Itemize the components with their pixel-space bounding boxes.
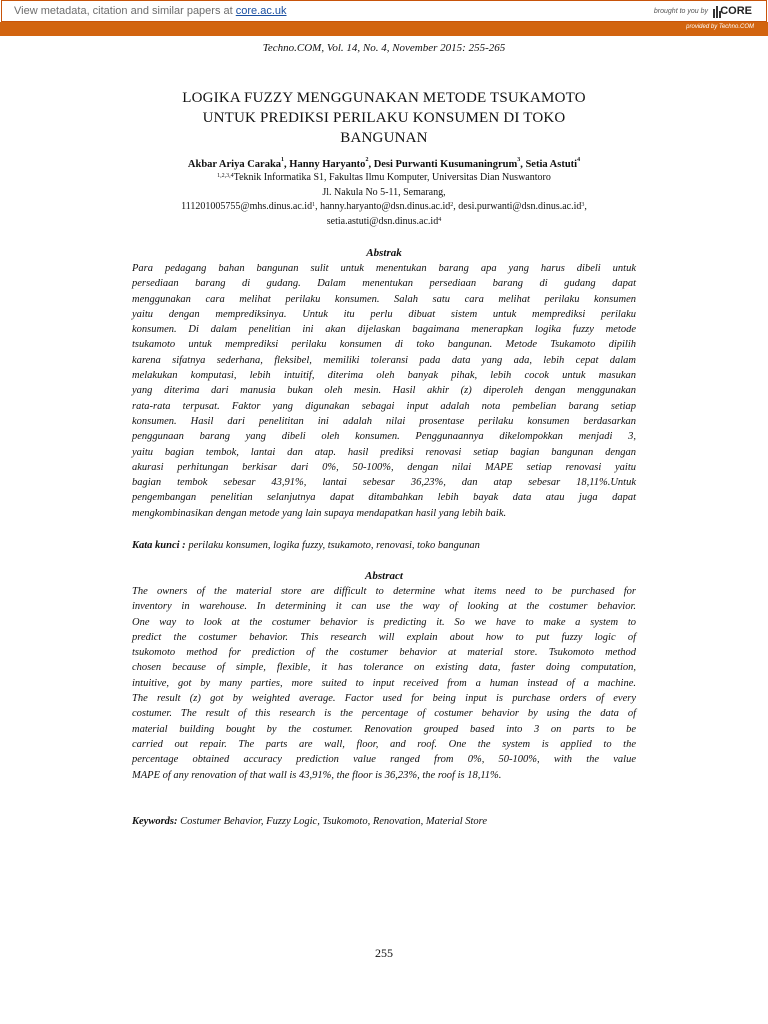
text-line: Para pedagang bahan bangunan sulit untuk menentukan barang apa yang harus dibeli untuk (132, 263, 636, 274)
text-line: karena sifatnya sederhana, fleksibel, memiliki toleransi pada data yang ada, lebih cepat dalam (132, 354, 636, 366)
abstrak-body (132, 261, 636, 521)
email-sup: 2 (450, 202, 454, 208)
text-line: percentage obtained accuracy prediction value ranged from 0%, 50-100%, with the value (132, 754, 636, 766)
text-line: yang diterima dari manusia bukan oleh mesin. Hasil akhir (z) diperoleh dengan menggunakan (132, 385, 636, 397)
author-sup: 3 (517, 157, 521, 163)
title-line: LOGIKA FUZZY MENGGUNAKAN METODE TSUKAMOTO (182, 90, 586, 106)
core-banner (1, 0, 767, 22)
text-line: MAPE of any renovation of that wall is 43,91%, the floor is 36,23%, the roof is 18,11%. (132, 769, 502, 781)
title-line: UNTUK PREDIKSI PERILAKU KONSUMEN DI TOKO (202, 110, 566, 126)
author-name: Hanny Haryanto (289, 159, 366, 170)
abstract-body (132, 584, 636, 783)
core-metadata-text (14, 5, 287, 17)
kata-kunci-value: perilaku konsumen, logika fuzzy, tsukamoto, renovasi, toko bangunan (185, 540, 480, 551)
author-name: Desi Purwanti Kusumaningrum (373, 159, 518, 170)
author-sup: 1 (281, 157, 285, 163)
core-provided-bar (0, 22, 768, 36)
affiliation-line: Teknik Informatika S1, Fakultas Ilmu Komputer, Universitas Dian Nuswantoro (233, 172, 551, 183)
author-name: Setia Astuti (525, 159, 578, 170)
email-list: $111201005755@mhs.dinus.ac.id^1$, $hanny.haryanto@dsn.dinus.ac.id^2$, $desi.purwanti@dsn.dinus.ac.id^3$, (181, 201, 587, 212)
text-line: predict the costumer behavior. This research will explain about how to put fuzzy logic of (132, 631, 636, 643)
kata-kunci (132, 540, 636, 551)
paper-title (132, 88, 636, 148)
text-line: bagian tembok sebesar 43,91%, lantai sebesar 36,23%, dan atap sebesar 18,11%.Untuk (132, 477, 636, 489)
affiliation-sup: 1,2,3,4 (217, 173, 234, 179)
title-line: BANGUNAN (340, 130, 428, 146)
text-line: The owners of the material store are difficult to determine what items need to be purchased for (132, 586, 636, 597)
keywords (132, 816, 636, 827)
email-sup: 4 (438, 216, 442, 223)
author-name: Akbar Ariya Caraka (187, 159, 282, 170)
text-line: konsumen. Hasil dari penelititan ini adalah nilai prosentase perilaku konsumen berdasarkan (132, 415, 636, 427)
text-line: tsukomoto method for prediction of the costumer behavior at material store. Tsukomoto method (132, 647, 636, 659)
author-email[interactable]: 111201005755@mhs.dinus.ac.id (181, 201, 313, 212)
affiliation (118, 171, 650, 229)
text-line: One way to look at the costumer behavior is predicting it. So we have to make a system to (132, 616, 636, 628)
email-sup: 3 (581, 202, 585, 208)
keywords-label: Keywords: (132, 816, 178, 827)
text-line: mengkombinasikan dengan metode yang lain supaya mendapatkan hasil yang lebih baik. (132, 507, 507, 519)
text-line: akurasi perhitungan berkisar dari 0%, 50-100%, dengan nilai MAPE setiap renovasi yaitu (132, 461, 636, 473)
text-line: material building bought by the costumer. Renovation grouped based into 3 on parts to be (132, 723, 636, 735)
author-sup: 4 (577, 157, 581, 163)
text-line: carried out repair. The parts are wall, floor, and roof. One the system is applied to the (132, 738, 636, 750)
core-metadata-link[interactable]: core.ac.uk (235, 5, 287, 17)
kata-kunci-label: Kata kunci : (132, 540, 186, 551)
keywords-value: Costumer Behavior, Fuzzy Logic, Tsukomoto, Renovation, Material Store (177, 816, 488, 827)
text-line: penggunaan barang yang dibeli oleh konsumen. Penggunaannya dikelompokkan menjadi 3, (132, 431, 636, 443)
email-sup: 1 (312, 202, 316, 208)
text-line: tsukamoto untuk memprediksi perilaku konsumen di toko bangunan. Metode Tsukamoto dipilih (132, 339, 636, 351)
text-line: yaitu dengan memprediksinya. Untuk itu perlu dibuat sistem untuk memprediksi perilaku (132, 308, 636, 320)
author-list: Akbar Ariya Caraka$^1$, Hanny Haryanto$^2$, Desi Purwanti Kusumaningrum$^3$, Setia Astuti$^4$ (187, 157, 581, 170)
core-metadata-prefix: View metadata, citation and similar papers at (14, 5, 233, 17)
affiliation-address: Jl. Nakula No 5-11, Semarang, (322, 186, 446, 198)
text-line: rata-rata terpusat. Faktor yang digunakan sebagai input adalah nota pembelian barang setiap (132, 400, 636, 412)
text-line: menggunakan cara melihat perilaku konsumen. Salah satu cara melihat perilaku konsumen (132, 293, 636, 305)
text-line: persediaan barang di gudang. Dalam menentukan persediaan barang di gudang dapat (132, 278, 636, 290)
core-logo[interactable]: CORE (720, 5, 752, 17)
text-line: intuitive, got by many parties, more suited to input received from a human instead of a machine. (132, 677, 636, 689)
author-sup: 2 (365, 157, 369, 163)
text-line: chosen because of simple, flexible, it has tolerance on existing data, faster doing computation, (132, 662, 636, 674)
text-line: pengembangan penelitian selanjutnya dapat ditambahkan lebih bayak data atau juga dapat (132, 492, 636, 504)
text-line: melakukan komputasi, lebih intuitif, diterima oleh banyak pihak, lebih cocok untuk masukan (132, 370, 636, 382)
author-email[interactable]: setia.astuti@dsn.dinus.ac.id (326, 215, 439, 227)
abstract-heading: Abstract (365, 570, 403, 582)
text-line: konsumen. Di dalam penelitian ini akan dijelaskan bagaimana menerapkan logika fuzzy metode (132, 324, 636, 336)
core-provided-text[interactable]: provided by Techno.COM (686, 24, 754, 30)
author-email[interactable]: hanny.haryanto@dsn.dinus.ac.id (320, 201, 451, 212)
core-brought-text: brought to you by (653, 8, 708, 15)
page-number: 255 (375, 946, 393, 960)
text-line: costumer. The result of this research is the percentage of costumer behavior by using the data of (132, 708, 636, 720)
abstrak-heading: Abstrak (366, 247, 402, 259)
journal-line: Techno.COM, Vol. 14, No. 4, November 2015: 255-265 (262, 42, 506, 54)
text-line: The result (z) got by weighted average. Factor used for being input is purchase orders of every (132, 693, 636, 705)
text-line: inventory in warehouse. In determining it can use the way of looking at the costumer behavior. (132, 601, 636, 613)
author-email[interactable]: desi.purwanti@dsn.dinus.ac.id (458, 201, 582, 212)
text-line: yaitu bagian tembok, lantai dan atap. hasil prediksi renovasi setiap bagian bangunan dengan (132, 446, 636, 458)
